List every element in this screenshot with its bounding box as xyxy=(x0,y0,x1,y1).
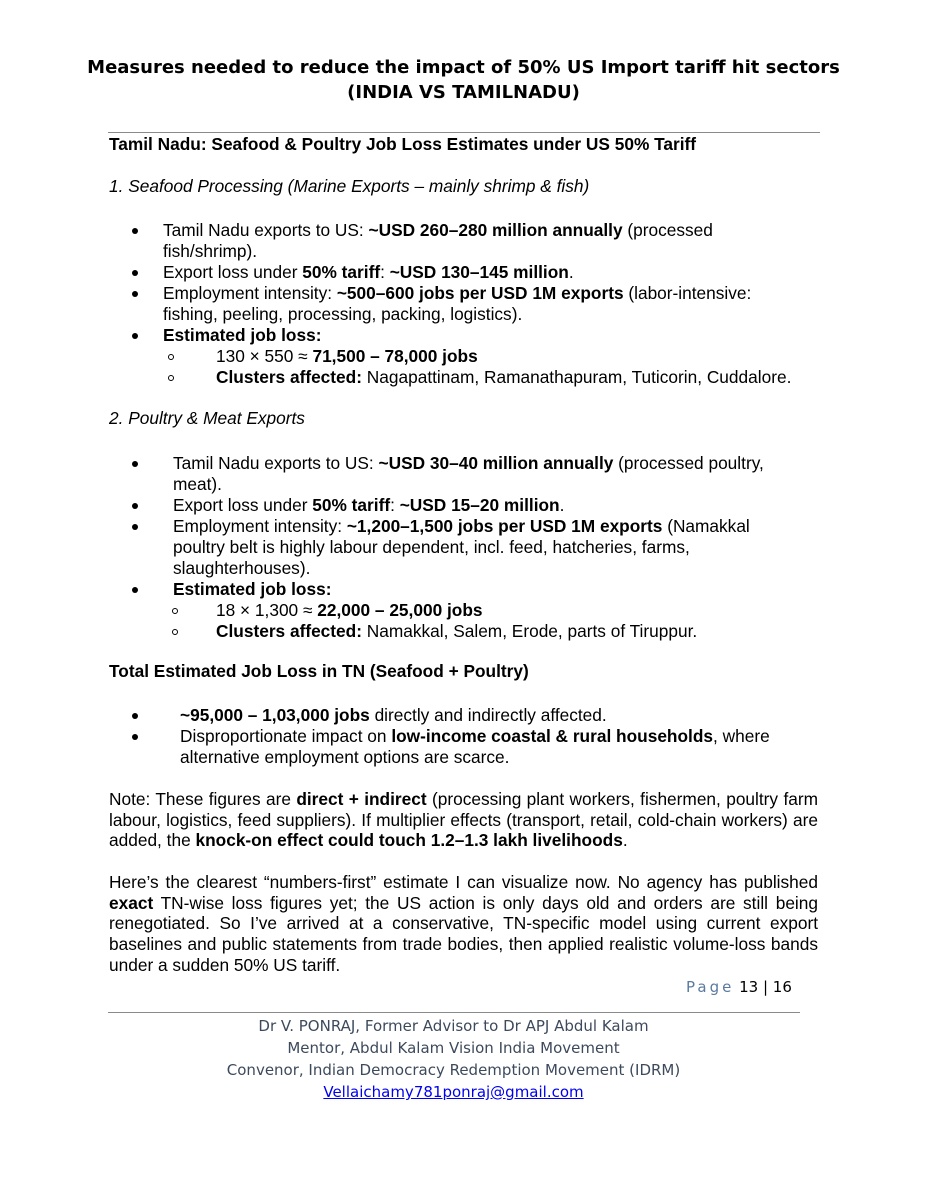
seafood-exports-bullet-cont: fish/shrimp). xyxy=(163,241,258,261)
text-run-bold: 50% tariff xyxy=(312,495,391,515)
text-run-bold: ~USD 130–145 million xyxy=(389,262,569,282)
text-run: 130 × 550 ≈ xyxy=(216,346,313,366)
seafood-job-loss-calc xyxy=(216,346,478,367)
seafood-exports-bullet xyxy=(163,220,713,241)
text-run-bold: Estimated job loss: xyxy=(173,579,332,599)
footer-author: Dr V. PONRAJ, Former Advisor to Dr APJ Abdul Kalam xyxy=(258,1017,649,1035)
page-separator: | xyxy=(758,978,773,996)
bullet-marker xyxy=(132,228,138,234)
text-run-bold: ~1,200–1,500 jobs per USD 1M exports xyxy=(346,516,663,536)
text-run: directly and indirectly affected. xyxy=(369,705,607,725)
bullet-marker xyxy=(132,461,138,467)
text-run-bold: ~USD 260–280 million annually xyxy=(368,220,623,240)
text-run: Disproportionate impact on xyxy=(180,726,392,746)
sub-bullet-marker xyxy=(172,608,178,614)
text-run-bold: exact xyxy=(109,892,154,913)
sub-bullet-marker xyxy=(172,629,178,635)
sub-bullet-marker xyxy=(168,354,174,360)
bullet-marker xyxy=(132,587,138,593)
bullet-marker xyxy=(132,734,138,740)
total-impact-bullet xyxy=(180,726,770,747)
text-run: . xyxy=(559,495,565,515)
bullet-marker xyxy=(132,333,138,339)
poultry-employment-bullet-cont: poultry belt is highly labour dependent, incl. feed, hatcheries, farms, xyxy=(173,537,690,557)
text-run-bold: Clusters affected: xyxy=(216,367,362,387)
total-impact-bullet-cont: alternative employment options are scarce. xyxy=(180,747,510,767)
estimate-paragraph xyxy=(109,872,818,976)
text-run: Export loss under xyxy=(163,262,303,282)
text-run-bold: Clusters affected: xyxy=(216,621,362,641)
text-run-bold: 50% tariff xyxy=(302,262,381,282)
poultry-job-loss-bullet xyxy=(173,579,331,600)
section-heading: Tamil Nadu: Seafood & Poultry Job Loss Estimates under US 50% Tariff xyxy=(109,134,697,154)
page-label: Page xyxy=(686,978,735,996)
poultry-export-loss-bullet xyxy=(173,495,564,516)
text-run-bold: 22,000 – 25,000 jobs xyxy=(317,600,483,620)
footer-role-2: Convenor, Indian Democracy Redemption Movement (IDRM) xyxy=(226,1061,681,1079)
text-run: . xyxy=(568,262,574,282)
bullet-marker xyxy=(132,713,138,719)
text-run: Here’s the clearest “numbers-first” estimate I can visualize now. No agency has published xyxy=(109,872,818,892)
text-run-bold: ~USD 30–40 million annually xyxy=(378,453,614,473)
text-run: (processed poultry, xyxy=(613,453,764,473)
text-run-bold: ~USD 15–20 million xyxy=(399,495,560,515)
poultry-heading: 2. Poultry & Meat Exports xyxy=(109,408,305,428)
note-paragraph xyxy=(109,789,818,851)
bullet-marker xyxy=(132,524,138,530)
text-run-bold: 71,500 – 78,000 jobs xyxy=(312,346,478,366)
text-run: (processed xyxy=(622,220,713,240)
text-run: (Namakkal xyxy=(662,516,750,536)
text-run: : xyxy=(390,495,400,515)
text-run: (labor-intensive: xyxy=(623,283,752,303)
text-run: Nagapattinam, Ramanathapuram, Tuticorin, Cuddalore. xyxy=(361,367,792,387)
text-run-bold: direct + indirect xyxy=(296,789,427,809)
poultry-exports-bullet-cont: meat). xyxy=(173,474,222,494)
text-run: TN-wise loss figures yet; the US action is only days old and orders are still being renegotiated. So I’ve arrived at a conservative, TN-specific model using current export baselines and public statements from trade bodies, then applied realistic volume-loss bands under a sudden 50% US tariff. xyxy=(109,892,818,975)
page-title-line-1: Measures needed to reduce the impact of 50% US Import tariff hit sectors xyxy=(87,57,840,78)
text-run: : xyxy=(380,262,390,282)
text-run: . xyxy=(622,830,628,851)
text-run: Tamil Nadu exports to US: xyxy=(163,220,369,240)
total-pages: 16 xyxy=(772,978,792,996)
bullet-marker xyxy=(132,270,138,276)
text-run: , where xyxy=(713,726,770,746)
page-title-line-2: (INDIA VS TAMILNADU) xyxy=(347,82,580,103)
seafood-clusters xyxy=(216,367,791,388)
top-divider xyxy=(108,132,820,133)
sub-bullet-marker xyxy=(168,375,174,381)
text-run: Namakkal, Salem, Erode, parts of Tiruppur. xyxy=(361,621,698,641)
seafood-heading: 1. Seafood Processing (Marine Exports – mainly shrimp & fish) xyxy=(109,176,590,196)
poultry-employment-bullet xyxy=(173,516,750,537)
current-page: 13 xyxy=(739,978,759,996)
text-run: 18 × 1,300 ≈ xyxy=(216,600,318,620)
text-run: Export loss under xyxy=(173,495,313,515)
page-number xyxy=(686,978,792,996)
poultry-employment-bullet-cont: slaughterhouses). xyxy=(173,558,311,578)
poultry-clusters xyxy=(216,621,697,642)
text-run-bold: low-income coastal & rural households xyxy=(391,726,714,746)
seafood-employment-bullet xyxy=(163,283,751,304)
poultry-exports-bullet xyxy=(173,453,764,474)
seafood-job-loss-bullet xyxy=(163,325,321,346)
bullet-marker xyxy=(132,291,138,297)
text-run: Employment intensity: xyxy=(163,283,337,303)
total-heading: Total Estimated Job Loss in TN (Seafood + Poultry) xyxy=(109,661,529,681)
bullet-marker xyxy=(132,503,138,509)
text-run-bold: ~500–600 jobs per USD 1M exports xyxy=(336,283,624,303)
footer-divider xyxy=(108,1012,800,1013)
footer-email-row xyxy=(0,1083,907,1101)
text-run-bold: Estimated job loss: xyxy=(163,325,322,345)
text-run: (processing plant workers, fishermen, poultry farm labour, logistics, feed suppliers). If multiplier effects (transport, retail, cold-chain workers) are added, the xyxy=(109,789,819,851)
text-run-bold: ~95,000 – 1,03,000 jobs xyxy=(180,705,370,725)
text-run-bold: knock-on effect could touch 1.2–1.3 lakh livelihoods xyxy=(195,830,623,851)
email-link[interactable]: Vellaichamy781ponraj@gmail.com xyxy=(323,1083,584,1101)
total-jobs-bullet xyxy=(180,705,607,726)
text-run: Tamil Nadu exports to US: xyxy=(173,453,379,473)
seafood-export-loss-bullet xyxy=(163,262,574,283)
footer-role-1: Mentor, Abdul Kalam Vision India Movement xyxy=(287,1039,620,1057)
text-run: Note: These figures are xyxy=(109,789,297,809)
text-run: Employment intensity: xyxy=(173,516,347,536)
poultry-job-loss-calc xyxy=(216,600,483,621)
seafood-employment-bullet-cont: fishing, peeling, processing, packing, logistics). xyxy=(163,304,523,324)
